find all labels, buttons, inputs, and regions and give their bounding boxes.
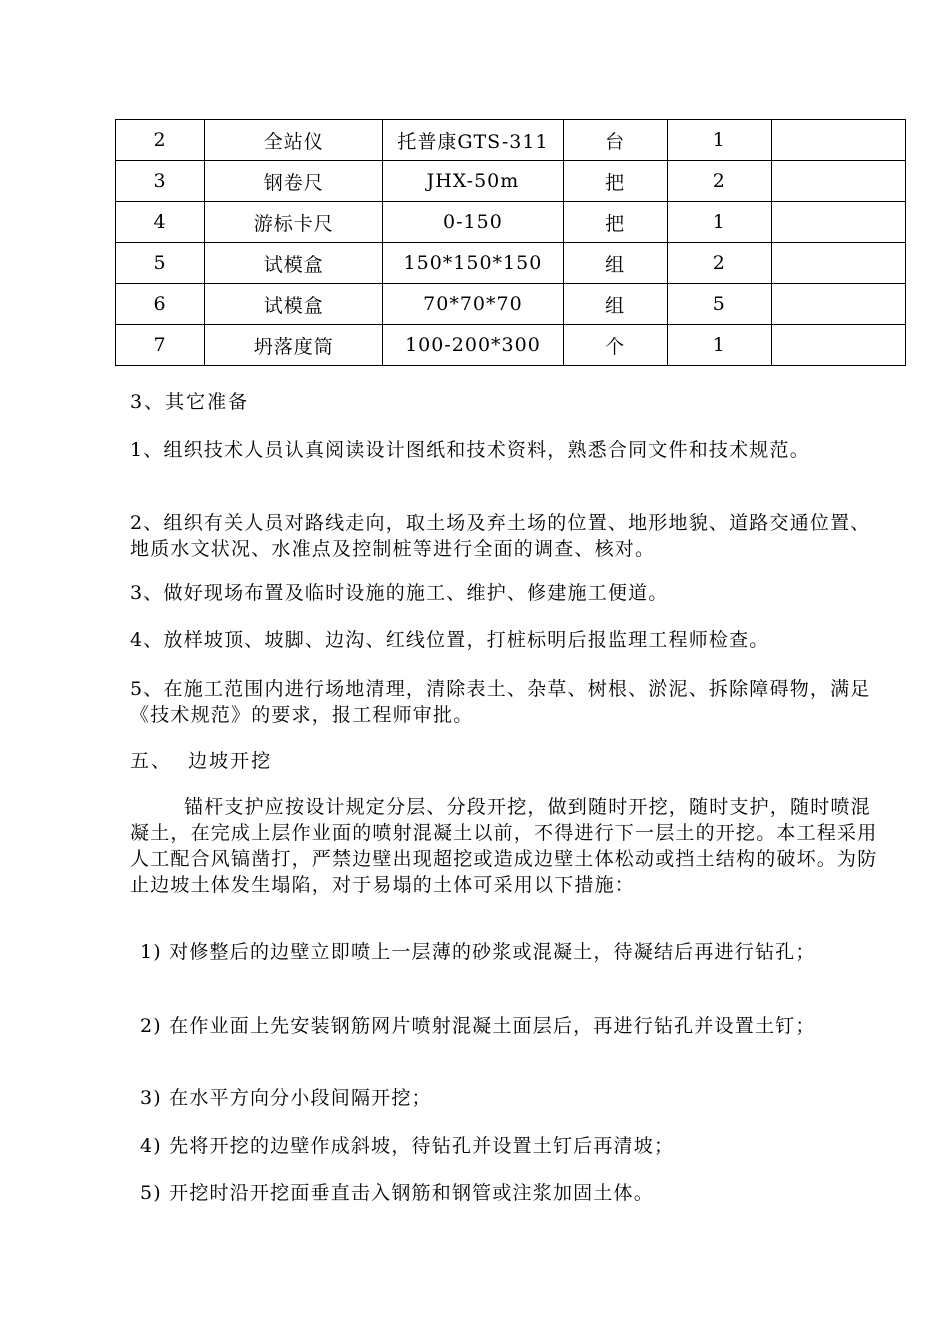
equipment-unit: 把 bbox=[563, 202, 667, 243]
equipment-name: 试模盒 bbox=[205, 243, 383, 284]
row-number: 2 bbox=[116, 120, 205, 161]
measure-item: 2) 在作业面上先安装钢筋网片喷射混凝土面层后，再进行钻孔并设置土钉； bbox=[140, 1015, 816, 1037]
equipment-unit: 组 bbox=[563, 284, 667, 325]
row-number: 4 bbox=[116, 202, 205, 243]
equipment-model: JHX-50m bbox=[383, 161, 563, 202]
section-heading-slope-excavation: 五、 边坡开挖 bbox=[130, 750, 273, 772]
equipment-table bbox=[115, 119, 906, 366]
equipment-remark bbox=[771, 284, 905, 325]
equipment-quantity: 5 bbox=[667, 284, 771, 325]
table-row bbox=[116, 284, 906, 325]
equipment-model: 150*150*150 bbox=[383, 243, 563, 284]
preparation-item: 5、在施工范围内进行场地清理，清除表土、杂草、树根、淤泥、拆除障碍物，满足《技术规范》的要求，报工程师审批。 bbox=[130, 678, 871, 726]
equipment-model: 70*70*70 bbox=[383, 284, 563, 325]
measure-item: 3) 在水平方向分小段间隔开挖； bbox=[140, 1087, 432, 1109]
measure-item: 4) 先将开挖的边壁作成斜坡，待钻孔并设置土钉后再清坡； bbox=[140, 1135, 675, 1157]
equipment-model: 0-150 bbox=[383, 202, 563, 243]
row-number: 6 bbox=[116, 284, 205, 325]
table-row bbox=[116, 120, 906, 161]
slope-excavation-paragraph: 锚杆支护应按设计规定分层、分段开挖，做到随时开挖，随时支护，随时喷混凝土，在完成上层作业面的喷射混凝土以前，不得进行下一层土的开挖。本工程采用人工配合风镐凿打，严禁边壁出现超挖或造成边壁土体松动或挡土结构的破坏。为防止边坡土体发生塌陷，对于易塌的土体可采用以下措施： bbox=[130, 796, 878, 896]
measure-item: 1) 对修整后的边壁立即喷上一层薄的砂浆或混凝土，待凝结后再进行钻孔； bbox=[140, 941, 816, 963]
preparation-item: 3、做好现场布置及临时设施的施工、维护、修建施工便道。 bbox=[130, 582, 669, 604]
equipment-remark bbox=[771, 161, 905, 202]
equipment-unit: 个 bbox=[563, 325, 667, 366]
equipment-quantity: 2 bbox=[667, 161, 771, 202]
equipment-remark bbox=[771, 325, 905, 366]
row-number: 3 bbox=[116, 161, 205, 202]
table-row bbox=[116, 202, 906, 243]
table-row bbox=[116, 325, 906, 366]
row-number: 7 bbox=[116, 325, 205, 366]
table-row bbox=[116, 243, 906, 284]
equipment-name: 全站仪 bbox=[205, 120, 383, 161]
preparation-item: 2、组织有关人员对路线走向，取土场及弃土场的位置、地形地貌、道路交通位置、地质水文状况、水准点及控制桩等进行全面的调查、核对。 bbox=[130, 512, 871, 560]
equipment-model: 托普康GTS-311 bbox=[383, 120, 563, 161]
equipment-unit: 组 bbox=[563, 243, 667, 284]
equipment-name: 钢卷尺 bbox=[205, 161, 383, 202]
equipment-quantity: 1 bbox=[667, 120, 771, 161]
equipment-quantity: 1 bbox=[667, 202, 771, 243]
measure-item: 5) 开挖时沿开挖面垂直击入钢筋和钢管或注浆加固土体。 bbox=[140, 1182, 654, 1204]
equipment-unit: 把 bbox=[563, 161, 667, 202]
preparation-item: 4、放样坡顶、坡脚、边沟、红线位置，打桩标明后报监理工程师检查。 bbox=[130, 629, 770, 651]
equipment-remark bbox=[771, 120, 905, 161]
equipment-quantity: 2 bbox=[667, 243, 771, 284]
table-row bbox=[116, 161, 906, 202]
equipment-name: 试模盒 bbox=[205, 284, 383, 325]
equipment-remark bbox=[771, 243, 905, 284]
equipment-unit: 台 bbox=[563, 120, 667, 161]
row-number: 5 bbox=[116, 243, 205, 284]
equipment-quantity: 1 bbox=[667, 325, 771, 366]
equipment-remark bbox=[771, 202, 905, 243]
equipment-name: 坍落度筒 bbox=[205, 325, 383, 366]
preparation-item: 1、组织技术人员认真阅读设计图纸和技术资料，熟悉合同文件和技术规范。 bbox=[130, 439, 810, 461]
section-heading-other-preparation: 3、其它准备 bbox=[130, 391, 250, 413]
equipment-model: 100-200*300 bbox=[383, 325, 563, 366]
equipment-name: 游标卡尺 bbox=[205, 202, 383, 243]
